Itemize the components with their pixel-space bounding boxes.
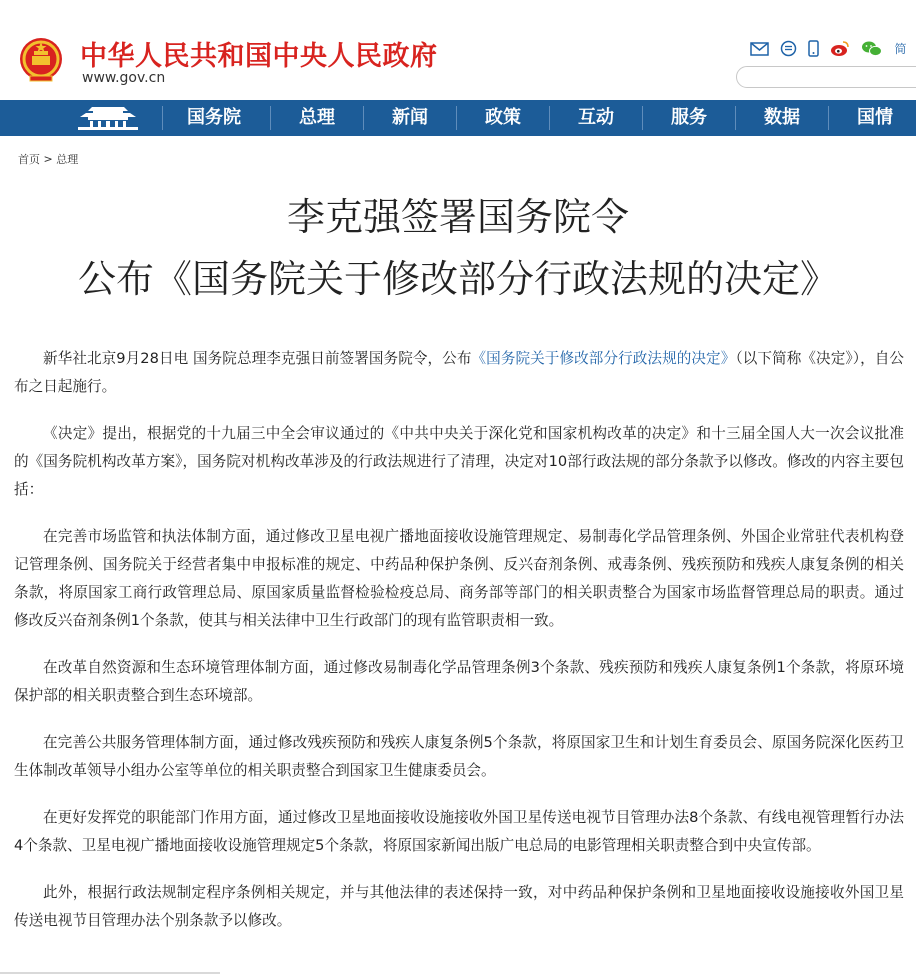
site-title[interactable]: 中华人民共和国中央人民政府	[80, 41, 438, 72]
nav-item-data[interactable]: 数据	[764, 107, 800, 128]
article-paragraph: 在完善公共服务管理体制方面，通过修改残疾预防和残疾人康复条例5个条款，将原国家卫生和计划生育委员会、原国务院深化医药卫生体制改革领导小组办公室等单位的相关职责整合到国家卫生健康委员会。	[14, 734, 904, 779]
nav-item-national-info[interactable]: 国情	[857, 107, 893, 128]
nav-item-policy[interactable]: 政策	[485, 107, 521, 128]
article-paragraph	[14, 345, 904, 401]
article-paragraph: 在更好发挥党的职能部门作用方面，通过修改卫星地面接收设施接收外国卫星传送电视节目管理办法8个条款、有线电视管理暂行办法4个条款、卫星电视广播地面接收设施管理规定5个条款，将原国家新闻出版广电总局的电影管理相关职责整合到中央宣传部。	[14, 809, 904, 854]
site-header	[0, 0, 916, 100]
main-nav	[0, 100, 916, 136]
divider	[0, 972, 220, 974]
article-title-line1: 李克强签署国务院令	[286, 195, 629, 239]
national-emblem-icon[interactable]	[18, 36, 64, 84]
weibo-icon[interactable]	[830, 40, 850, 57]
search-input[interactable]	[736, 66, 916, 88]
article-title-line2: 公布《国务院关于修改部分行政法规的决定》	[77, 257, 838, 301]
decision-link[interactable]: 《国务院关于修改部分行政法规的决定》	[471, 350, 736, 367]
nav-item-news[interactable]: 新闻	[392, 107, 428, 128]
breadcrumb-separator: >	[43, 152, 53, 166]
mobile-icon[interactable]	[808, 40, 819, 57]
nav-divider	[162, 106, 163, 130]
breadcrumb-current-link[interactable]: 总理	[56, 153, 79, 166]
mail-icon[interactable]	[750, 42, 769, 56]
article-paragraph: 此外，根据行政法规制定程序条例相关规定，并与其他法律的表述保持一致，对中药品种保护条例和卫星地面接收设施接收外国卫星传送电视节目管理办法个别条款予以修改。	[14, 884, 904, 929]
breadcrumb	[18, 151, 78, 167]
nav-item-services[interactable]: 服务	[671, 107, 707, 128]
site-url[interactable]: www.gov.cn	[82, 70, 166, 86]
article-paragraph: 在完善市场监管和执法体制方面，通过修改卫星电视广播地面接收设施管理规定、易制毒化学品管理条例、外国企业常驻代表机构登记管理条例、国务院关于经营者集中申报标准的规定、中药品种保护条例、反兴奋剂条例、戒毒条例、残疾预防和残疾人康复条例的相关条款，将原国家工商行政管理总局、原国家质量监督检验检疫总局、商务部等部门的相关职责整合为国家市场监督管理总局的职责。通过修改反兴奋剂条例1个条款，使其与相关法律中卫生行政部门的现有监管职责相一致。	[14, 528, 904, 629]
breadcrumb-home-link[interactable]: 首页	[18, 153, 40, 166]
nav-item-interaction[interactable]: 互动	[578, 107, 614, 128]
paragraph-text: 新华社北京9月28日电 国务院总理李克强日前签署国务院令，公布	[43, 350, 472, 367]
wechat-icon[interactable]	[861, 40, 883, 57]
message-icon[interactable]	[780, 40, 797, 57]
article-body	[14, 345, 904, 954]
nav-item-state-council[interactable]: 国务院	[187, 107, 241, 128]
tiananmen-icon[interactable]	[76, 104, 140, 132]
article-paragraph: 《决定》提出，根据党的十九届三中全会审议通过的《中共中央关于深化党和国家机构改革的决定》和十三届全国人大一次会议批准的《国务院机构改革方案》，国务院对机构改革涉及的行政法规进行了清理，决定对10部行政法规的部分条款予以修改。修改的内容主要包括：	[14, 425, 904, 498]
lang-simplified-link[interactable]: 简	[894, 42, 907, 56]
article-paragraph: 在改革自然资源和生态环境管理体制方面，通过修改易制毒化学品管理条例3个条款、残疾预防和残疾人康复条例1个条款，将原环境保护部的相关职责整合到生态环境部。	[14, 659, 904, 704]
header-tools	[750, 38, 916, 58]
nav-item-premier[interactable]: 总理	[299, 107, 335, 128]
paragraph-text: （以下简称《决定》），自公布之日起施行。	[14, 350, 904, 395]
